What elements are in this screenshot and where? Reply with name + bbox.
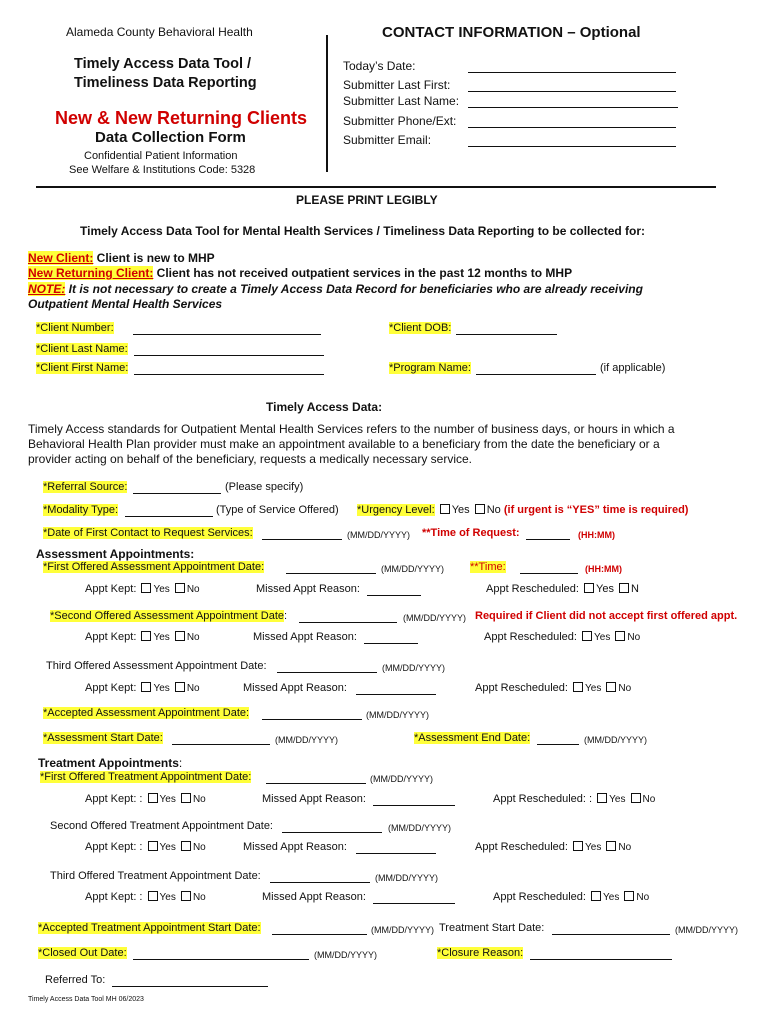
returning-client-text: Client has not received outpatient services in the past 12 months to MHP: [153, 266, 573, 280]
kept-yes-checkbox[interactable]: [148, 841, 158, 851]
assessment-start-field[interactable]: [172, 744, 270, 745]
submitter-last-first-field[interactable]: [468, 91, 676, 92]
kept-yes-checkbox[interactable]: [148, 793, 158, 803]
new-client-text: Client is new to MHP: [93, 251, 215, 265]
new-client-label: New Client:: [28, 251, 94, 265]
resched-yes-text: Yes: [594, 632, 611, 643]
third-assessment-field[interactable]: [277, 672, 377, 673]
if-applicable: (if applicable): [600, 362, 666, 374]
time-of-request-label: **Time of Request:: [422, 527, 520, 539]
second-assessment-field[interactable]: [299, 622, 397, 623]
third-treatment-field[interactable]: [270, 882, 370, 883]
urgency-no-text: No: [486, 504, 501, 516]
submitter-phone-label: Submitter Phone/Ext:: [343, 114, 457, 128]
submitter-last-name-label: Submitter Last Name:: [343, 94, 460, 108]
note-line2: Outpatient Mental Health Services: [28, 297, 223, 311]
closure-reason-label: *Closure Reason:: [437, 947, 524, 959]
kept-yes-text: Yes: [153, 584, 170, 595]
resched-no-text: No: [642, 794, 656, 805]
kept-no-text: No: [192, 794, 206, 805]
referred-to-field[interactable]: [112, 986, 268, 987]
submitter-phone-field[interactable]: [468, 127, 676, 128]
accepted-treatment-label: *Accepted Treatment Appointment Start Date:: [38, 922, 261, 934]
kept-label: Appt Kept: :: [85, 793, 143, 805]
third-assessment-format: (MM/DD/YYYY): [382, 663, 445, 673]
resched-no-text: No: [636, 892, 650, 903]
treatment-heading: Treatment Appointments: [38, 756, 179, 770]
first-contact-format: (MM/DD/YYYY): [347, 530, 410, 540]
assessment-time-format: (HH:MM): [585, 564, 622, 574]
kept-yes-checkbox[interactable]: [141, 583, 151, 593]
kept-label: Appt Kept: :: [85, 841, 143, 853]
second-assessment-label: *Second Offered Assessment Appointment Date: [50, 610, 284, 622]
timely-para-2: Behavioral Health Plan provider must make an appointment available to a beneficiary from the date the beneficiary or a: [28, 437, 660, 451]
first-contact-field[interactable]: [262, 539, 342, 540]
returning-client-definition: [28, 266, 572, 280]
treatment1-missed-field[interactable]: [373, 805, 455, 806]
assessment-end-field[interactable]: [537, 744, 579, 745]
submitter-email-label: Submitter Email:: [343, 133, 432, 147]
resched-no-text: No: [618, 683, 632, 694]
first-contact-label: *Date of First Contact to Request Services:: [43, 527, 253, 539]
kept-no-checkbox[interactable]: [181, 793, 191, 803]
contact-title: CONTACT INFORMATION – Optional: [382, 24, 641, 41]
resched-no-checkbox[interactable]: [606, 841, 616, 851]
time-of-request-format: (HH:MM): [578, 530, 615, 540]
note-text-1: It is not necessary to create a Timely Access Data Record for beneficiaries who are already receiving: [65, 282, 643, 296]
resched-n-text: N: [631, 583, 639, 595]
urgency-row: [357, 504, 688, 516]
client-number-label: *Client Number:: [36, 322, 114, 334]
timely-access-title: Timely Access Data:: [266, 400, 383, 414]
treatment2-missed-field[interactable]: [356, 853, 436, 854]
accepted-assessment-field[interactable]: [262, 719, 362, 720]
agency-name: Alameda County Behavioral Health: [66, 25, 253, 39]
resched-yes-text: Yes: [585, 683, 602, 694]
assessment2-missed-label: Missed Appt Reason:: [253, 631, 357, 643]
client-number-field[interactable]: [133, 334, 321, 335]
todays-date-label: Today’s Date:: [343, 59, 416, 73]
second-assessment-colon: :: [284, 610, 288, 622]
kept-yes-checkbox[interactable]: [141, 631, 151, 641]
assessment-start-format: (MM/DD/YYYY): [275, 735, 338, 745]
third-assessment-label: Third Offered Assessment Appointment Date:: [46, 660, 267, 672]
new-client-definition: [28, 251, 215, 265]
first-assessment-label: *First Offered Assessment Appointment Date:: [43, 561, 265, 573]
urgency-yes-text: Yes: [451, 504, 470, 516]
modality-hint: (Type of Service Offered): [216, 504, 339, 516]
accepted-assessment-format: (MM/DD/YYYY): [366, 710, 429, 720]
closed-out-label: *Closed Out Date:: [38, 947, 127, 959]
treatment-heading-colon: :: [178, 756, 183, 770]
assessment1-kept: [85, 583, 200, 595]
resched-no-text: No: [618, 842, 632, 853]
closure-reason-field[interactable]: [530, 959, 672, 960]
second-treatment-field[interactable]: [282, 832, 382, 833]
third-treatment-label: Third Offered Treatment Appointment Date:: [50, 870, 261, 882]
treatment-start-format: (MM/DD/YYYY): [675, 925, 738, 935]
treatment3-missed-label: Missed Appt Reason:: [262, 891, 366, 903]
urgency-note: (if urgent is “YES” time is required): [503, 504, 689, 516]
resched-yes-checkbox[interactable]: [573, 841, 583, 851]
time-of-request-field[interactable]: [526, 539, 570, 540]
kept-yes-text: Yes: [153, 632, 170, 643]
kept-no-text: No: [192, 842, 206, 853]
kept-yes-text: Yes: [159, 842, 176, 853]
program-name-label: *Program Name:: [389, 362, 471, 374]
treatment3-missed-field[interactable]: [373, 903, 455, 904]
kept-label: Appt Kept:: [85, 583, 137, 595]
first-treatment-label: *First Offered Treatment Appointment Date:: [40, 771, 252, 783]
submitter-last-name-field[interactable]: [468, 107, 678, 108]
resched-no-text: No: [627, 632, 641, 643]
code-reference: See Welfare & Institutions Code: 5328: [69, 164, 256, 176]
rescheduled-label: Appt Rescheduled:: [475, 841, 568, 853]
referral-hint: (Please specify): [225, 481, 304, 493]
modality-label: *Modality Type:: [43, 504, 119, 516]
rescheduled-label: Appt Rescheduled:: [475, 682, 568, 694]
resched-yes-checkbox[interactable]: [582, 631, 592, 641]
submitter-email-field[interactable]: [468, 146, 676, 147]
assessment2-missed-field[interactable]: [364, 643, 418, 644]
print-legibly: PLEASE PRINT LEGIBLY: [296, 193, 438, 207]
treatment1-rescheduled: [493, 793, 655, 805]
treatment-start-field[interactable]: [552, 934, 670, 935]
resched-yes-text: Yes: [609, 794, 626, 805]
kept-yes-text: Yes: [153, 683, 170, 694]
kept-no-checkbox[interactable]: [175, 583, 185, 593]
kept-yes-text: Yes: [159, 794, 176, 805]
assessment1-rescheduled: [486, 583, 639, 595]
accepted-treatment-format: (MM/DD/YYYY): [371, 925, 434, 935]
confidential-note: Confidential Patient Information: [84, 150, 238, 162]
second-assessment-label-wrap: [50, 610, 287, 622]
timely-para-3: provider acting on behalf of the beneficiary, requests a medically necessary service.: [28, 452, 473, 466]
resched-no-checkbox[interactable]: [631, 793, 641, 803]
client-dob-label: *Client DOB:: [389, 322, 452, 334]
assessment1-missed-label: Missed Appt Reason:: [256, 583, 360, 595]
rescheduled-label: Appt Rescheduled:: [484, 631, 577, 643]
assessment1-missed-field[interactable]: [367, 595, 421, 596]
timely-para-1: Timely Access standards for Outpatient Mental Health Services refers to the number of business days, or hours in which a: [28, 422, 675, 436]
kept-no-checkbox[interactable]: [175, 631, 185, 641]
treatment-start-label: Treatment Start Date:: [439, 922, 545, 934]
referral-source-label: *Referral Source:: [43, 481, 128, 493]
tool-title-line2: Timeliness Data Reporting: [74, 75, 257, 91]
treatment3-kept: [85, 891, 206, 903]
closed-out-format: (MM/DD/YYYY): [314, 950, 377, 960]
closed-out-field[interactable]: [133, 959, 309, 960]
resched-yes-checkbox[interactable]: [597, 793, 607, 803]
assessment3-missed-label: Missed Appt Reason:: [243, 682, 347, 694]
kept-label: Appt Kept: :: [85, 891, 143, 903]
kept-no-checkbox[interactable]: [175, 682, 185, 692]
submitter-last-first-label: Submitter Last First:: [343, 78, 451, 92]
second-assessment-format: (MM/DD/YYYY): [403, 613, 466, 623]
kept-yes-text: Yes: [159, 892, 176, 903]
client-dob-field[interactable]: [456, 334, 557, 335]
resched-no-checkbox[interactable]: [615, 631, 625, 641]
todays-date-field[interactable]: [468, 72, 676, 73]
tool-title-line1: Timely Access Data Tool /: [74, 56, 252, 72]
resched-yes-checkbox[interactable]: [584, 583, 594, 593]
resched-yes-checkbox[interactable]: [573, 682, 583, 692]
third-treatment-format: (MM/DD/YYYY): [375, 873, 438, 883]
urgency-label: *Urgency Level:: [357, 504, 435, 516]
assessment-heading: Assessment Appointments:: [36, 547, 195, 561]
resched-no-checkbox[interactable]: [619, 583, 629, 593]
urgency-yes-checkbox[interactable]: [440, 504, 450, 514]
accepted-assessment-label: *Accepted Assessment Appointment Date:: [43, 707, 250, 719]
kept-no-text: No: [186, 683, 200, 694]
urgency-no-checkbox[interactable]: [475, 504, 485, 514]
first-treatment-format: (MM/DD/YYYY): [370, 774, 433, 784]
first-assessment-field[interactable]: [286, 573, 376, 574]
required-note: Required if Client did not accept first offered appt.: [475, 610, 738, 622]
client-first-name-label: *Client First Name:: [36, 362, 129, 374]
resched-no-checkbox[interactable]: [624, 891, 634, 901]
note-label: NOTE:: [28, 282, 66, 296]
header-rule: [36, 186, 716, 188]
assessment-end-format: (MM/DD/YYYY): [584, 735, 647, 745]
client-last-name-field[interactable]: [134, 355, 324, 356]
kept-no-text: No: [186, 632, 200, 643]
kept-label: Appt Kept:: [85, 682, 137, 694]
rescheduled-label: Appt Rescheduled: :: [493, 793, 593, 805]
assessment3-rescheduled: [475, 682, 631, 694]
program-name-field[interactable]: [476, 374, 596, 375]
treatment2-rescheduled: [475, 841, 631, 853]
kept-no-text: No: [192, 892, 206, 903]
note-line1: [28, 282, 643, 296]
assessment3-missed-field[interactable]: [356, 694, 436, 695]
first-assessment-format: (MM/DD/YYYY): [381, 564, 444, 574]
kept-no-checkbox[interactable]: [181, 891, 191, 901]
treatment-heading-wrap: [38, 756, 182, 770]
kept-no-text: No: [186, 584, 200, 595]
footer-text: Timely Access Data Tool MH 06/2023: [28, 996, 144, 1003]
assessment2-rescheduled: [484, 631, 640, 643]
assessment-start-label: *Assessment Start Date:: [43, 732, 163, 744]
assessment-time-label: **Time:: [470, 561, 506, 573]
client-first-name-field[interactable]: [134, 374, 324, 375]
returning-client-label: New Returning Client:: [28, 266, 154, 280]
treatment3-rescheduled: [493, 891, 649, 903]
second-treatment-label: Second Offered Treatment Appointment Date:: [50, 820, 273, 832]
treatment1-missed-label: Missed Appt Reason:: [262, 793, 366, 805]
assessment-time-field[interactable]: [520, 573, 578, 574]
collect-heading: Timely Access Data Tool for Mental Health Services / Timeliness Data Reporting to be collected for:: [80, 224, 646, 238]
resched-yes-checkbox[interactable]: [591, 891, 601, 901]
resched-yes-text: Yes: [585, 842, 602, 853]
kept-yes-checkbox[interactable]: [148, 891, 158, 901]
resched-no-checkbox[interactable]: [606, 682, 616, 692]
resched-yes-text: Yes: [603, 892, 620, 903]
first-treatment-field[interactable]: [266, 783, 366, 784]
resched-yes-text: Yes: [596, 583, 614, 595]
treatment2-missed-label: Missed Appt Reason:: [243, 841, 347, 853]
treatment1-kept: [85, 793, 206, 805]
rescheduled-label: Appt Rescheduled:: [486, 583, 579, 595]
kept-label: Appt Kept:: [85, 631, 137, 643]
referred-to-label: Referred To:: [45, 974, 106, 986]
accepted-treatment-field[interactable]: [272, 934, 367, 935]
assessment2-kept: [85, 631, 200, 643]
treatment2-kept: [85, 841, 206, 853]
assessment3-kept: [85, 682, 200, 694]
modality-field[interactable]: [125, 516, 213, 517]
rescheduled-label: Appt Rescheduled:: [493, 891, 586, 903]
client-last-name-label: *Client Last Name:: [36, 343, 128, 355]
assessment-end-label: *Assessment End Date:: [414, 732, 531, 744]
referral-source-field[interactable]: [133, 493, 221, 494]
second-treatment-format: (MM/DD/YYYY): [388, 823, 451, 833]
kept-yes-checkbox[interactable]: [141, 682, 151, 692]
header-divider: [326, 35, 328, 172]
clients-title: New & New Returning Clients: [55, 108, 308, 128]
form-title: Data Collection Form: [95, 129, 246, 146]
kept-no-checkbox[interactable]: [181, 841, 191, 851]
